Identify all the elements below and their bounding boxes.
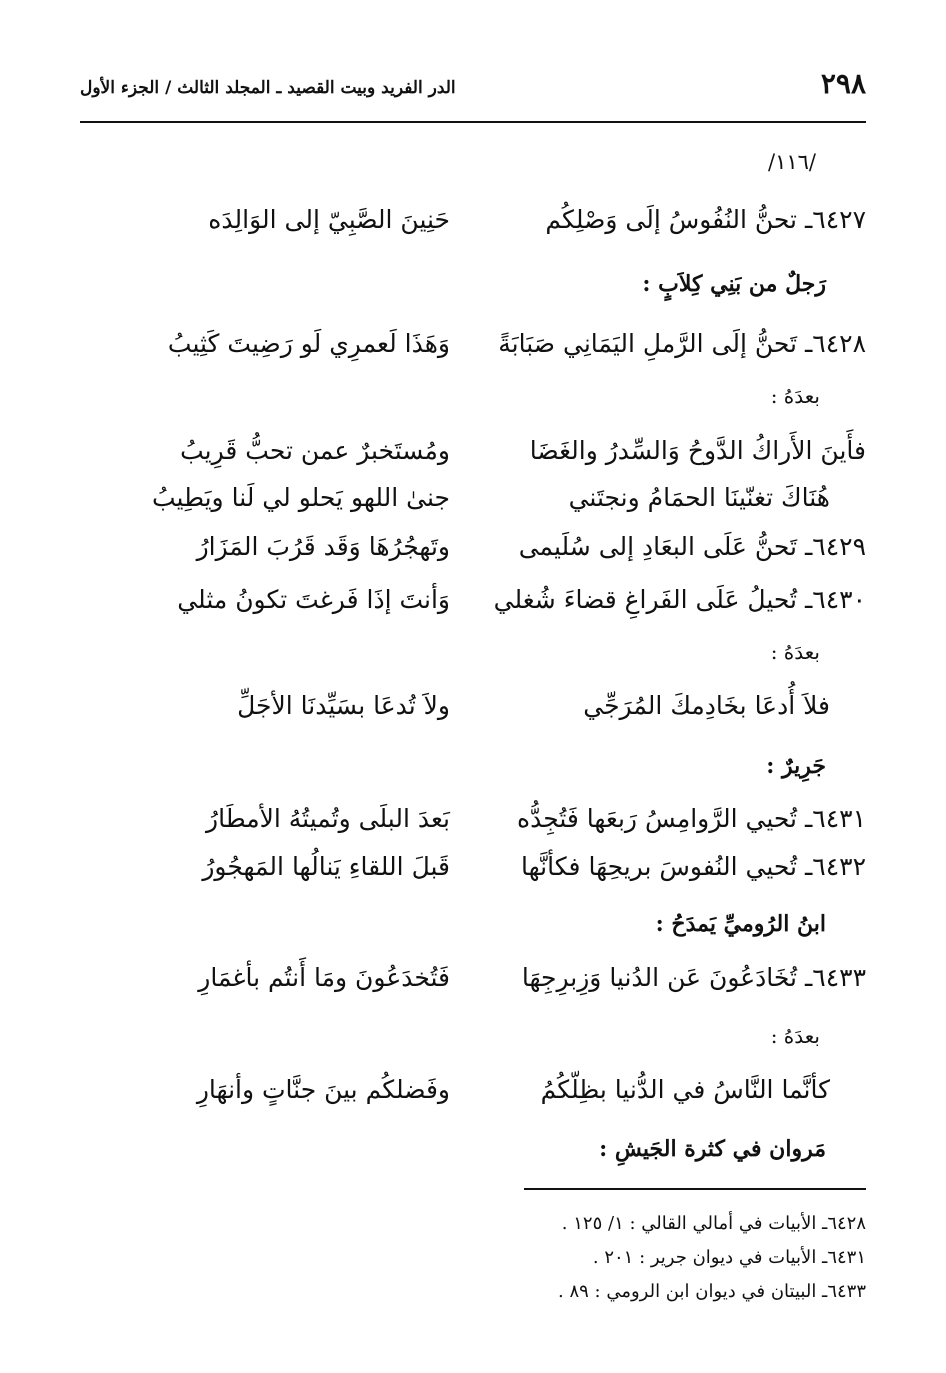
- verse-first-hemistich: ٦٤٢٧ـ تحنُّ النُفُوسُ إلَى وَصْلِكُم: [545, 205, 866, 234]
- verse-second-hemistich: وَهَذَا لَعمرِي لَو رَضِيتَ كَثِيبُ: [167, 329, 450, 358]
- continuation-note-text: بعدَهُ :: [770, 640, 820, 664]
- verse-first-hemistich: فأَينَ الأَراكُ الدَّوحُ وَالسِّدرُ والغَضَا: [529, 436, 866, 465]
- folio-reference-text: /١١٦/: [768, 150, 816, 174]
- verse-second-hemistich: وفَضلكُم بينَ جنَّاتٍ وأنهَارِ: [196, 1075, 450, 1104]
- verse-first-hemistich: ٦٤٣٣ـ تُخَادَعُونَ عَن الدُنيا وَزِبرِجِهَا: [521, 963, 866, 992]
- poet-attribution: [80, 1123, 866, 1175]
- continuation-note: [80, 1010, 866, 1062]
- folio-reference: [80, 136, 866, 188]
- verse-line: [80, 425, 866, 477]
- verse-line: [80, 952, 866, 1004]
- continuation-note-text: بعدَهُ :: [770, 384, 820, 408]
- verse-line: [80, 793, 866, 845]
- header-rule: [80, 121, 866, 123]
- verse-line: [80, 194, 866, 246]
- verse-first-hemistich: ٦٤٢٩ـ تَحنُّ عَلَى البعَادِ إلى سُلَيمى: [518, 532, 866, 561]
- verse-line: [80, 841, 866, 893]
- continuation-note: [80, 626, 866, 678]
- continuation-note: [80, 370, 866, 422]
- verse-second-hemistich: قَبلَ اللقاءِ يَنالُها المَهجُورُ: [202, 852, 450, 881]
- verse-second-hemistich: فَتُخدَعُونَ ومَا أَنتُم بأغمَارِ: [198, 963, 450, 992]
- verse-line: [80, 472, 866, 524]
- verse-line: [80, 521, 866, 573]
- poet-attribution: [80, 740, 866, 792]
- poet-attribution-text: مَروان في كثرة الجَيشِ :: [599, 1136, 826, 1162]
- verse-line: [80, 574, 866, 626]
- footnote-rule: [524, 1188, 866, 1190]
- verse-second-hemistich: ولاَ تُدعَا بسَيِّدنَا الأجَلِّ: [237, 691, 450, 720]
- poet-attribution: [80, 898, 866, 950]
- verse-second-hemistich: جنىٰ اللهو يَحلو لي لَنا ويَطِيبُ: [152, 483, 450, 512]
- verse-second-hemistich: ومُستَخبرٌ عمن تحبُّ قَرِيبُ: [180, 436, 450, 465]
- footnote: ٦٤٣٣ـ البيتان في ديوان ابن الرومي : ٨٩ .: [558, 1281, 866, 1302]
- poet-attribution: [80, 258, 866, 310]
- verse-second-hemistich: وتَهجُرُهَا وَقَد قَرُبَ المَزَارُ: [196, 532, 450, 561]
- running-title: الدر الفريد وبيت القصيد ـ المجلد الثالث / الجزء الأول: [80, 78, 456, 98]
- poet-attribution-text: جَرِيرٌ :: [766, 753, 826, 779]
- verse-first-hemistich: كأنَّما النَّاسُ في الدُّنيا بظِلّكُمُ: [540, 1075, 830, 1104]
- footnote: ٦٤٣١ـ الأبيات في ديوان جرير : ٢٠١ .: [592, 1247, 866, 1268]
- page-number: ٢٩٨: [820, 67, 866, 100]
- verse-first-hemistich: ٦٤٣٢ـ تُحيي النُفوسَ بريحِهَا فكأنَّها: [521, 852, 866, 881]
- verse-second-hemistich: بَعدَ البلَى وتُميتُهُ الأمطَارُ: [206, 804, 450, 833]
- verse-first-hemistich: ٦٤٣٠ـ تُحيلُ عَلَى الفَراغِ قضاءَ شُغلي: [493, 585, 866, 614]
- verse-second-hemistich: حَنِينَ الصَّبِيّ إلى الوَالِدَه: [208, 205, 450, 234]
- continuation-note-text: بعدَهُ :: [770, 1024, 820, 1048]
- verse-line: [80, 318, 866, 370]
- verse-second-hemistich: وَأنتَ إذَا فَرغتَ تكونُ مثلي: [177, 585, 450, 614]
- poet-attribution-text: ابنُ الرُوميِّ يَمدَحُ :: [655, 911, 826, 937]
- verse-first-hemistich: فلاَ أُدعَا بخَادِمكَ المُرَجِّي: [583, 691, 830, 720]
- verse-first-hemistich: هُنَاكَ تغنّينَا الحمَامُ ونجتَني: [568, 483, 830, 512]
- page-header: [80, 60, 866, 100]
- poet-attribution-text: رَجلٌ من بَنِي كِلاَبٍ :: [642, 271, 826, 297]
- footnote: ٦٤٢٨ـ الأبيات في أمالي القالي : ١/ ١٢٥ .: [561, 1213, 866, 1234]
- verse-line: [80, 680, 866, 732]
- verse-first-hemistich: ٦٤٣١ـ تُحيي الرَّوامِسُ رَبعَها فَتُجِدُّه: [516, 804, 866, 833]
- verse-line: [80, 1064, 866, 1116]
- verse-first-hemistich: ٦٤٢٨ـ تَحنُّ إلَى الرَّملِ اليَمَانِي صَبَابَةً: [498, 329, 866, 358]
